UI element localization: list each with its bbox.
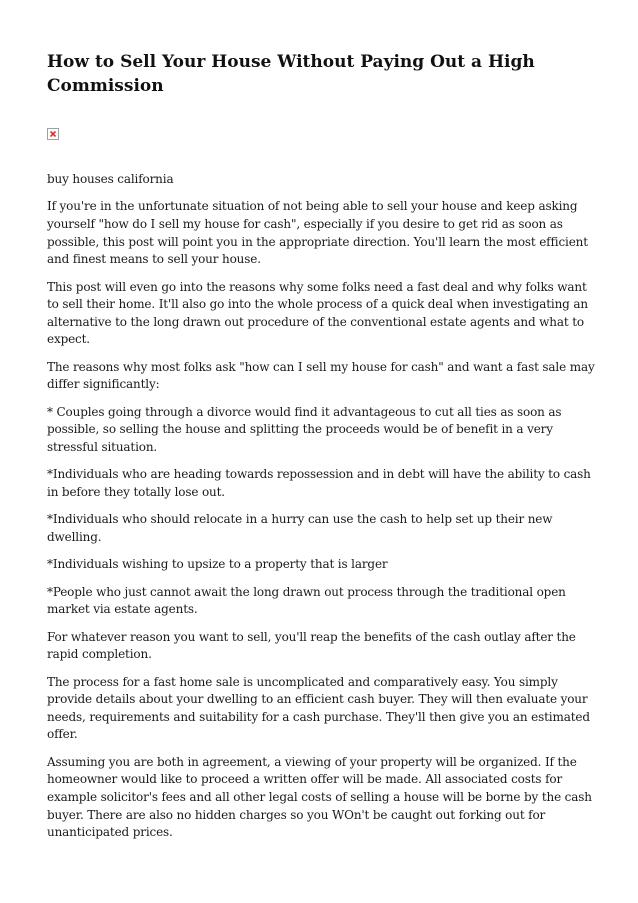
list-item-relocate: *Individuals who should relocate in a hurry can use the cash to help set up their new dwelling.: [47, 512, 553, 544]
document-page: [47, 50, 595, 852]
paragraph-overview: This post will even go into the reasons why some folks need a fast deal and why folks want to sell their home. It'll also go into the whole process of a quick deal when investigating an alternative to the long drawn out procedure of the conventional estate agents and what to expect.: [47, 279, 588, 347]
list-item-upsize: *Individuals wishing to upsize to a property that is larger: [47, 557, 388, 572]
paragraph-benefits: For whatever reason you want to sell, you'll reap the benefits of the cash outlay after the rapid completion.: [47, 629, 576, 662]
paragraph-process: The process for a fast home sale is uncomplicated and comparatively easy. You simply provide details about your dwelling to an efficient cash buyer. They will then evaluate your needs, requirements and suitability for a cash purchase. They'll then give you an estimated offer.: [47, 674, 590, 742]
list-item-impatient: *People who just cannot await the long drawn out process through the traditional open market via estate agents.: [47, 584, 566, 617]
document-title: How to Sell Your House Without Paying Out a High Commission: [47, 52, 535, 96]
paragraph-reasons: The reasons why most folks ask "how can I sell my house for cash" and want a fast sale may differ significantly:: [47, 359, 595, 392]
broken-image-icon: [47, 128, 59, 140]
paragraph-intro: If you're in the unfortunate situation of not being able to sell your house and keep asking yourself "how do I sell my house for cash", especially if you desire to get rid as soon as possible, this post will point you in the appropriate direction. You'll learn the most efficient and finest means to sell your house.: [47, 199, 588, 267]
broken-image-x-icon: [49, 130, 57, 138]
paragraph-agreement: Assuming you are both in agreement, a viewing of your property will be organized. If the homeowner would like to proceed a written offer will be made. All associated costs for example solicitor's fees and all other legal costs of selling a house will be borne by the cash buyer. There are also no hidden charges so you WOn't be caught out forking out for unanticipated prices.: [47, 754, 592, 840]
paragraph-keyword: buy houses california: [47, 172, 174, 186]
list-item-divorce: * Couples going through a divorce would find it advantageous to cut all ties as soon as possible, so selling the house and splitting the proceeds would be of benefit in a very stressful situation.: [47, 404, 562, 454]
list-item-repossession: *Individuals who are heading towards repossession and in debt will have the ability to cash in before they totally lose out.: [47, 467, 591, 499]
